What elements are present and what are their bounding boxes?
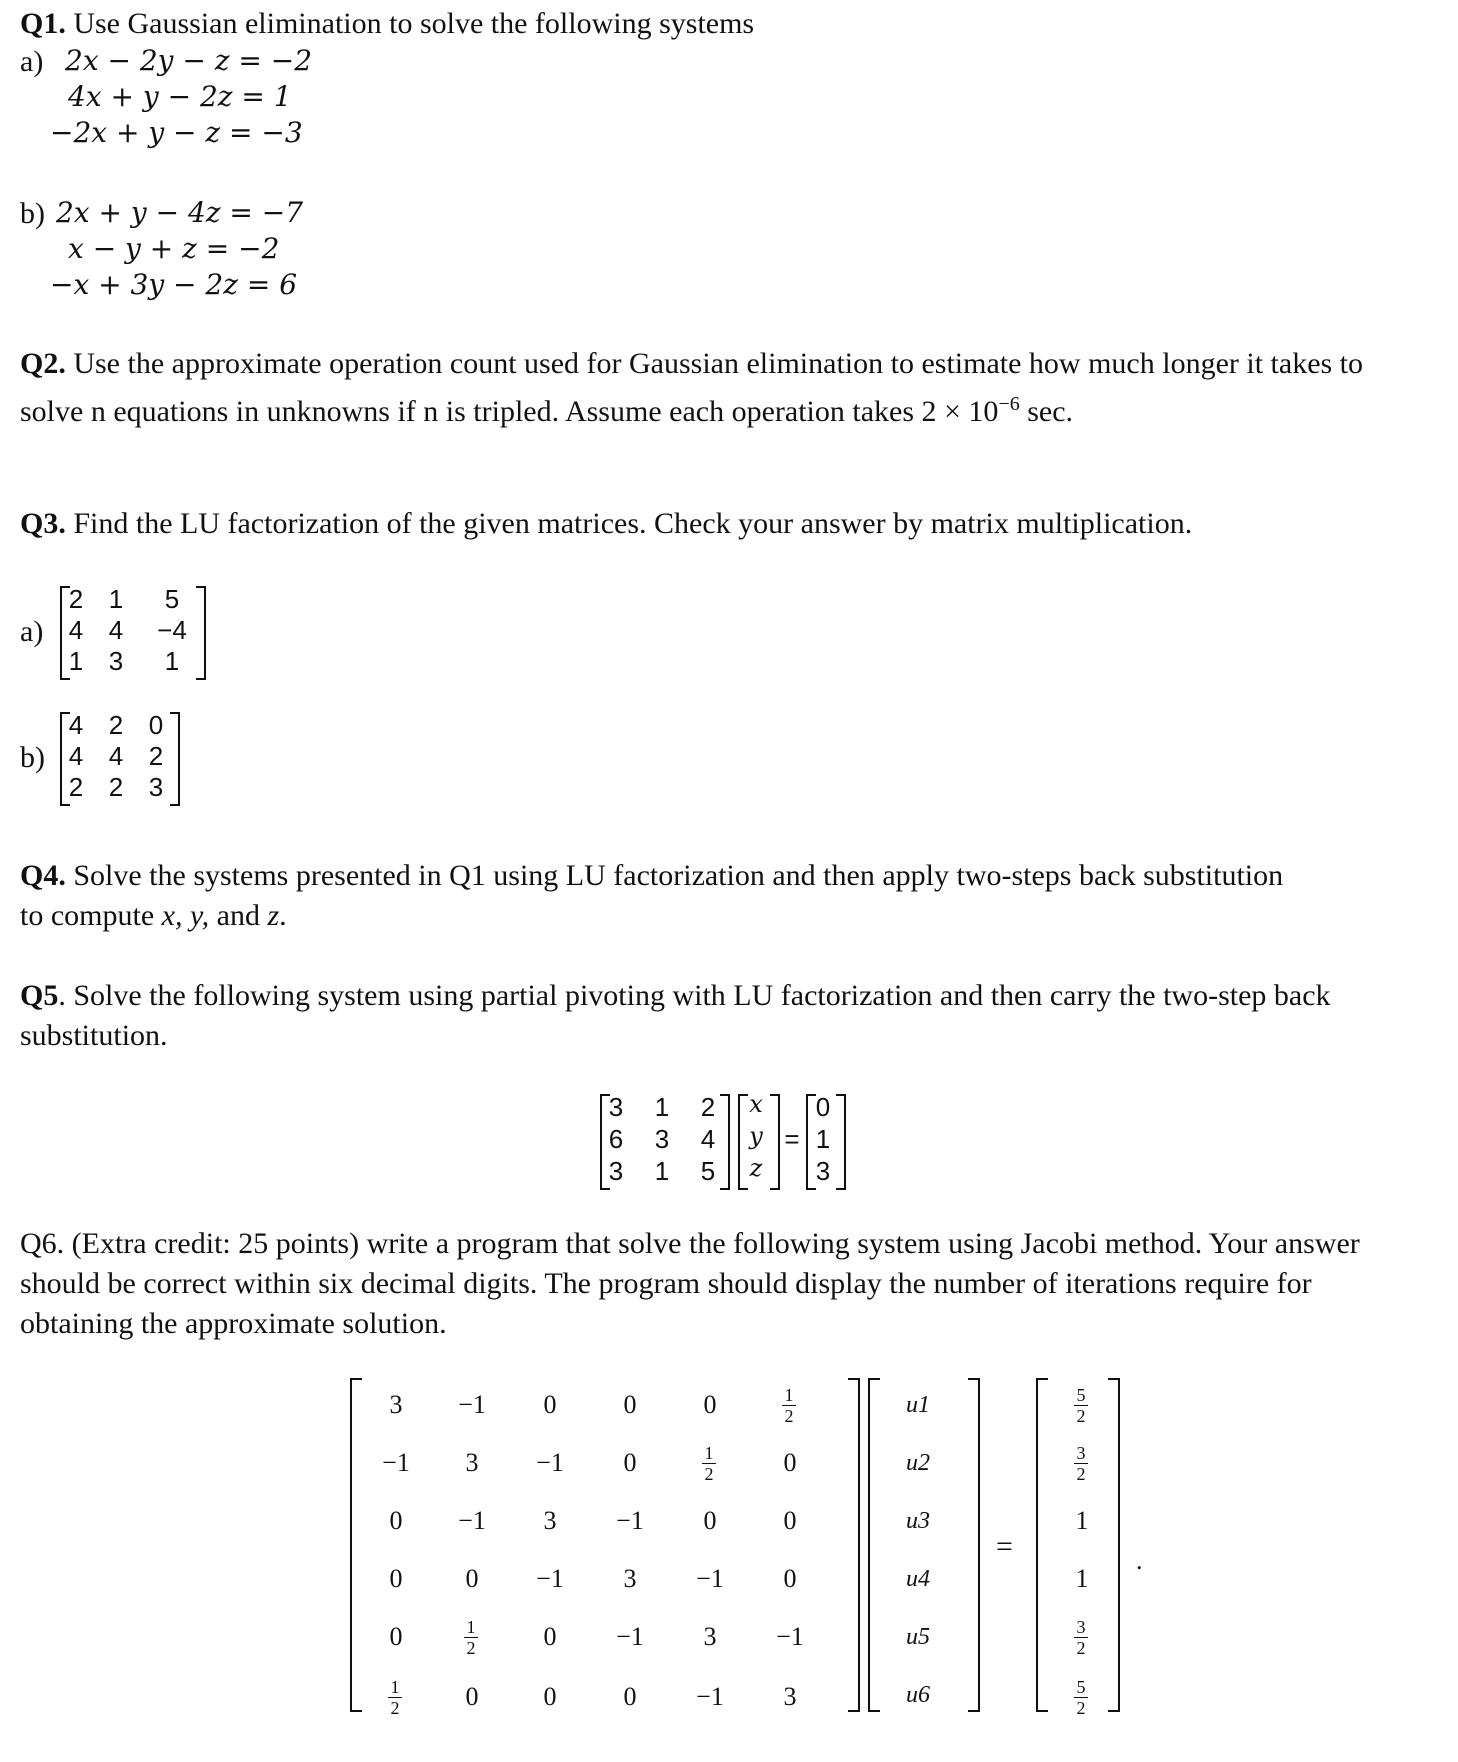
q3b-right-bracket [170, 712, 180, 806]
q1-heading [20, 4, 754, 44]
q4-vars: x, y, [161, 899, 210, 932]
q3b-cell: 2 [108, 710, 124, 740]
q6-matrix-cell: 0 [389, 1622, 403, 1651]
q3b-cell: 4 [108, 741, 124, 771]
q4-and: and [209, 899, 268, 932]
q5-text: . Solve the following system using partial pivoting with LU factorization and then carry the two-step back substitution. [20, 979, 1331, 1052]
q6-rhs-right-bracket [1108, 1378, 1120, 1712]
q5-var: z [749, 1154, 763, 1182]
q6-matrix-cell: 0 [465, 1682, 479, 1711]
q6-unknown-label: u5 [906, 1624, 930, 1650]
q3a-cell: 2 [68, 584, 84, 614]
q6-matrix-cell: −1 [382, 1448, 410, 1477]
q3a-cell: 3 [108, 646, 124, 676]
q3b-cell: 2 [108, 772, 124, 802]
q3b-cell: 4 [68, 741, 84, 771]
q6-rhs-cell: 5 2 [1074, 1678, 1088, 1717]
q3b-cell: 0 [148, 710, 164, 740]
q6-matrix-cell: 0 [783, 1506, 797, 1535]
q3b-cell: 4 [68, 710, 84, 740]
q6-unknown-label: u1 [906, 1392, 930, 1418]
q5-b-cell: 1 [815, 1124, 831, 1154]
q3b-cell: 3 [148, 772, 164, 802]
q4-text: Solve the systems presented in Q1 using LU factorization and then apply two-steps back substitution [65, 859, 1284, 892]
q6-unknown-u5 [906, 1624, 930, 1651]
q1-number: Q1. [20, 7, 66, 40]
q6-matrix-cell: −1 [536, 1448, 564, 1477]
q5-b-cell: 3 [815, 1156, 831, 1186]
q6-matrix-cell: 3 [465, 1448, 479, 1477]
q6-matrix-cell: 0 [623, 1390, 637, 1419]
q3a-cell: 4 [108, 615, 124, 645]
q6-matrix-cell: 0 [543, 1682, 557, 1711]
q6-matrix-cell: 1 2 [782, 1386, 796, 1425]
q5-a-cell: 3 [654, 1124, 670, 1154]
q6-unknown-label: u2 [906, 1450, 930, 1476]
q1a-eq2: 4x + y − 2z = 1 [68, 80, 292, 113]
q6-rhs-cell: 3 2 [1074, 1618, 1088, 1657]
q1b-eq3: −x + 3y − 2z = 6 [50, 268, 298, 301]
q5-paragraph [20, 976, 1420, 1056]
q6-matrix-cell: 1 2 [702, 1444, 716, 1483]
q5-a-cell: 2 [700, 1092, 716, 1122]
q1b-eq2: x − y + z = −2 [68, 232, 280, 265]
q1b-label: b) [20, 197, 45, 230]
q6-matrix-cell: 0 [783, 1448, 797, 1477]
q6-u-left-bracket [868, 1378, 880, 1712]
q5-a-cell: 6 [608, 1124, 624, 1154]
q6-u-right-bracket [968, 1378, 980, 1712]
q1b-eq1: 2x + y − 4z = −7 [56, 196, 304, 229]
q4-number: Q4. [20, 859, 66, 892]
q5-equals: = [784, 1124, 800, 1154]
q4-line2 [20, 896, 287, 936]
q5-b-right-bracket [836, 1094, 846, 1190]
q6-matrix-cell: −1 [616, 1506, 644, 1535]
q6-matrix-cell: −1 [616, 1622, 644, 1651]
q2-number: Q2. [20, 347, 66, 380]
q6-unknown-u6 [906, 1682, 930, 1709]
q6-rhs-cell: 5 2 [1074, 1386, 1088, 1425]
q3b-cell: 2 [148, 741, 164, 771]
q1a-label: a) [20, 45, 44, 78]
q6-unknown-u2 [906, 1450, 930, 1477]
q3a-cell: 1 [68, 646, 84, 676]
q6-matrix-cell: −1 [696, 1682, 724, 1711]
q6-rhs-left-bracket [1036, 1378, 1048, 1712]
q6-unknown-u4 [906, 1566, 930, 1593]
q6-equals: = [996, 1530, 1013, 1563]
q2-tail: sec. [1019, 395, 1074, 428]
q5-var: x [749, 1090, 763, 1118]
q6-period: . [1136, 1546, 1143, 1575]
q5-a-right-bracket [720, 1094, 730, 1190]
q5-a-cell: 5 [700, 1156, 716, 1186]
q3b-cell: 2 [68, 772, 84, 802]
q6-matrix-cell: 3 [623, 1564, 637, 1593]
q1a-eq1: 2x − 2y − z = −2 [65, 44, 313, 77]
q6-unknown-u3 [906, 1508, 930, 1535]
q3a-cell: 1 [164, 646, 180, 676]
q6-matrix-cell: 1 2 [464, 1618, 478, 1657]
q5-a-cell: 3 [608, 1092, 624, 1122]
q6-unknown-label: u4 [906, 1566, 930, 1592]
q5-a-cell: 1 [654, 1156, 670, 1186]
q6-matrix-cell: 3 [543, 1506, 557, 1535]
q6-matrix-cell: −1 [696, 1564, 724, 1593]
q6-matrix-cell: −1 [458, 1390, 486, 1419]
q6-matrix-cell: 1 2 [388, 1678, 402, 1717]
q6-matrix-cell: 3 [783, 1682, 797, 1711]
q6-paragraph: Q6. (Extra credit: 25 points) write a program that solve the following system using Jacobi method. Your answer should be correct within six decimal digits. The program should display the number of iterations require for obtaining the approximate solution. [20, 1227, 1360, 1340]
q6-matrix-cell: −1 [458, 1506, 486, 1535]
q3a-cell: 4 [68, 615, 84, 645]
q4-line1 [20, 856, 1283, 896]
q5-x-right-bracket [770, 1094, 780, 1190]
q6-rhs-cell: 3 2 [1074, 1444, 1088, 1483]
q4-end: . [279, 899, 287, 932]
q3a-cell: 1 [108, 584, 124, 614]
q6-matrix-cell: 0 [543, 1390, 557, 1419]
q4-text2: to compute [20, 899, 162, 932]
q6-matrix-cell: 0 [703, 1390, 717, 1419]
q2-exponent: −6 [998, 393, 1020, 415]
q6-matrix-cell: 0 [389, 1564, 403, 1593]
q6-rhs-cell: 1 [1075, 1564, 1089, 1593]
q6-matrix-cell: 0 [389, 1506, 403, 1535]
q5-a-cell: 4 [700, 1124, 716, 1154]
q2-paragraph [20, 344, 1420, 432]
q3a-cell: 5 [164, 584, 180, 614]
q5-b-cell: 0 [815, 1092, 831, 1122]
q5-a-cell: 3 [608, 1156, 624, 1186]
q6-unknown-u1 [906, 1392, 930, 1419]
q4-z: z [267, 899, 280, 932]
q6-matrix-cell: 0 [623, 1682, 637, 1711]
q6-matrix-cell: 0 [623, 1448, 637, 1477]
q3a-right-bracket [196, 586, 206, 680]
q5-number: Q5 [20, 979, 59, 1012]
q3a-cell: −4 [157, 615, 187, 645]
q6-unknown-label: u6 [906, 1682, 930, 1708]
q6-matrix-cell: −1 [776, 1622, 804, 1651]
q6-matrix-cell: −1 [536, 1564, 564, 1593]
q3-number: Q3. [20, 507, 66, 540]
q3a-label: a) [20, 615, 44, 648]
q6-matrix-cell: 0 [543, 1622, 557, 1651]
q1a-eq3: −2x + y − z = −3 [50, 116, 303, 149]
q6-matrix-cell: 0 [783, 1564, 797, 1593]
q6-rhs-cell: 1 [1075, 1506, 1089, 1535]
q6-matrix-right-bracket [848, 1378, 860, 1712]
q2-text: Use the approximate operation count used for Gaussian elimination to estimate how much longer it takes to solve n equations in unknowns if n is tripled. Assume each operation takes 2 × 10 [20, 347, 1364, 428]
q6-matrix-cell: 3 [703, 1622, 717, 1651]
q5-a-cell: 1 [654, 1092, 670, 1122]
q6-matrix-cell: 0 [465, 1564, 479, 1593]
q6-matrix-cell: 3 [389, 1390, 403, 1419]
q3b-label: b) [20, 741, 45, 774]
q6-matrix-cell: 0 [703, 1506, 717, 1535]
q6-unknown-label: u3 [906, 1508, 930, 1534]
q6-matrix-left-bracket [350, 1378, 362, 1712]
q3-paragraph [20, 504, 1420, 544]
q1-text: Use Gaussian elimination to solve the following systems [65, 7, 755, 40]
q3-text: Find the LU factorization of the given matrices. Check your answer by matrix multiplication. [65, 507, 1193, 540]
q5-var: y [749, 1122, 763, 1150]
